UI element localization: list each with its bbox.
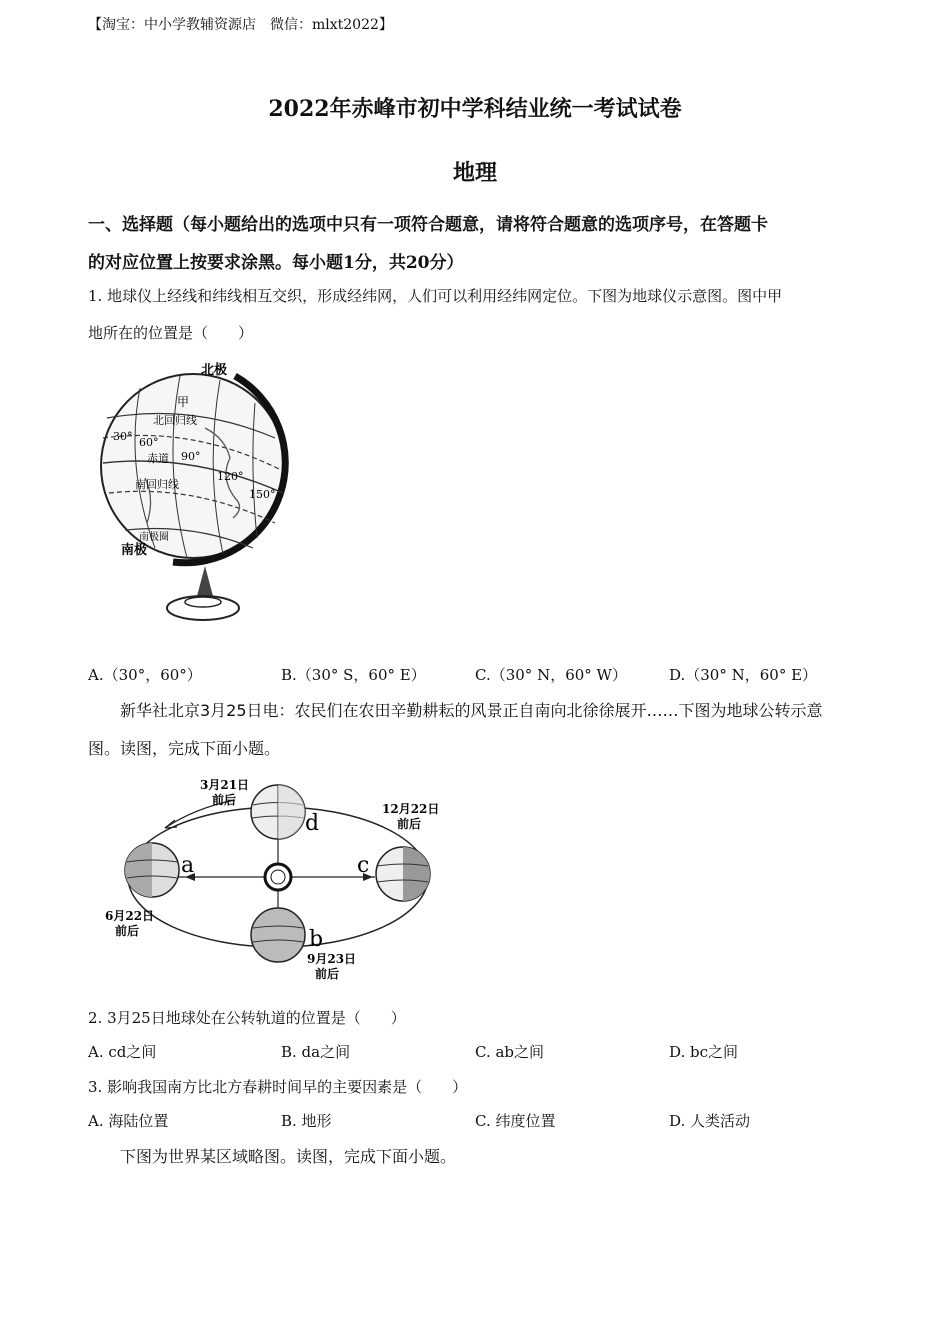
q2-option-c: C. ab之间 (475, 1043, 545, 1061)
q1-stem-line1: 1. 地球仪上经线和纬线相互交织，形成经纬网，人们可以利用经纬网定位。下图为地球仪示意图。图中甲 (88, 287, 783, 305)
label-120deg: 120° (217, 470, 244, 483)
exam-title: 2022年赤峰市初中学科结业统一考试试卷 (268, 96, 682, 122)
globe-stand-neck (197, 566, 213, 596)
label-60deg: 60° (139, 436, 159, 449)
orbit-figure (85, 770, 470, 985)
label-b: b (309, 927, 324, 952)
q1-option-b: B.（30° S，60° E） (281, 666, 426, 684)
q1-option-a: A.（30°，60°） (88, 666, 202, 684)
label-c: c (357, 853, 370, 878)
q1-option-c: C.（30° N，60° W） (475, 666, 627, 684)
label-tropic-cancer: 北回归线 (153, 414, 197, 427)
passage1-line2: 图。读图，完成下面小题。 (88, 739, 281, 758)
q3-option-b: B. 地形 (281, 1112, 332, 1130)
label-d: d (305, 811, 320, 836)
q2-option-a: A. cd之间 (88, 1043, 157, 1061)
label-tropic-capricorn: 南回归线 (135, 478, 179, 491)
label-south-pole: 南极 (121, 543, 148, 558)
label-150deg: 150° (249, 488, 276, 501)
passage2: 下图为世界某区域略图。读图，完成下面小题。 (120, 1147, 457, 1166)
label-equator: 赤道 (147, 452, 169, 465)
label-north-pole: 北极 (201, 363, 228, 378)
q1-stem-line2: 地所在的位置是（ ） (88, 324, 254, 342)
label-a: a (181, 853, 195, 878)
label-antarctic-circle: 南极圈 (139, 532, 169, 543)
label-dec22-around: 前后 (397, 817, 422, 831)
label-mar21-around: 前后 (212, 793, 237, 807)
earth-d-icon (251, 785, 305, 839)
label-jun22-around: 前后 (115, 924, 140, 938)
page-header: 【淘宝：中小学教辅资源店 微信：mlxt2022】 (88, 17, 393, 33)
section-instruction-line1: 一、选择题（每小题给出的选项中只有一项符合题意，请将符合题意的选项序号，在答题卡 (88, 215, 768, 235)
q2-option-d: D. bc之间 (669, 1043, 739, 1061)
q1-option-d: D.（30° N，60° E） (669, 666, 818, 684)
q3-option-d: D. 人类活动 (669, 1112, 751, 1130)
label-30deg: 30° (113, 430, 133, 443)
label-90deg: 90° (181, 450, 201, 463)
q3-option-c: C. 纬度位置 (475, 1112, 556, 1130)
label-sep23-around: 前后 (315, 967, 340, 981)
q3-stem: 3. 影响我国南方比北方春耕时间早的主要因素是（ ） (88, 1078, 468, 1096)
earth-b-icon (251, 908, 305, 962)
label-jun22: 6月22日 (105, 909, 155, 923)
passage1-line1: 新华社北京3月25日电：农民们在农田辛勤耕耘的风景正自南向北徐徐展开……下图为地球公转示意 (120, 701, 823, 720)
q2-stem: 2. 3月25日地球处在公转轨道的位置是（ ） (88, 1009, 406, 1027)
q3-option-a: A. 海陆位置 (88, 1112, 169, 1130)
earth-a-icon (125, 843, 179, 897)
subject-title: 地理 (452, 160, 497, 186)
label-mar21: 3月21日 (200, 778, 250, 792)
section-instruction-line2: 的对应位置上按要求涂黑。每小题1分，共20分） (88, 253, 464, 273)
globe-figure (85, 358, 305, 628)
label-sep23: 9月23日 (307, 952, 357, 966)
earth-c-icon (376, 847, 430, 901)
label-jia: 甲 (177, 395, 190, 409)
label-dec22: 12月22日 (382, 802, 440, 816)
q2-option-b: B. da之间 (281, 1043, 351, 1061)
